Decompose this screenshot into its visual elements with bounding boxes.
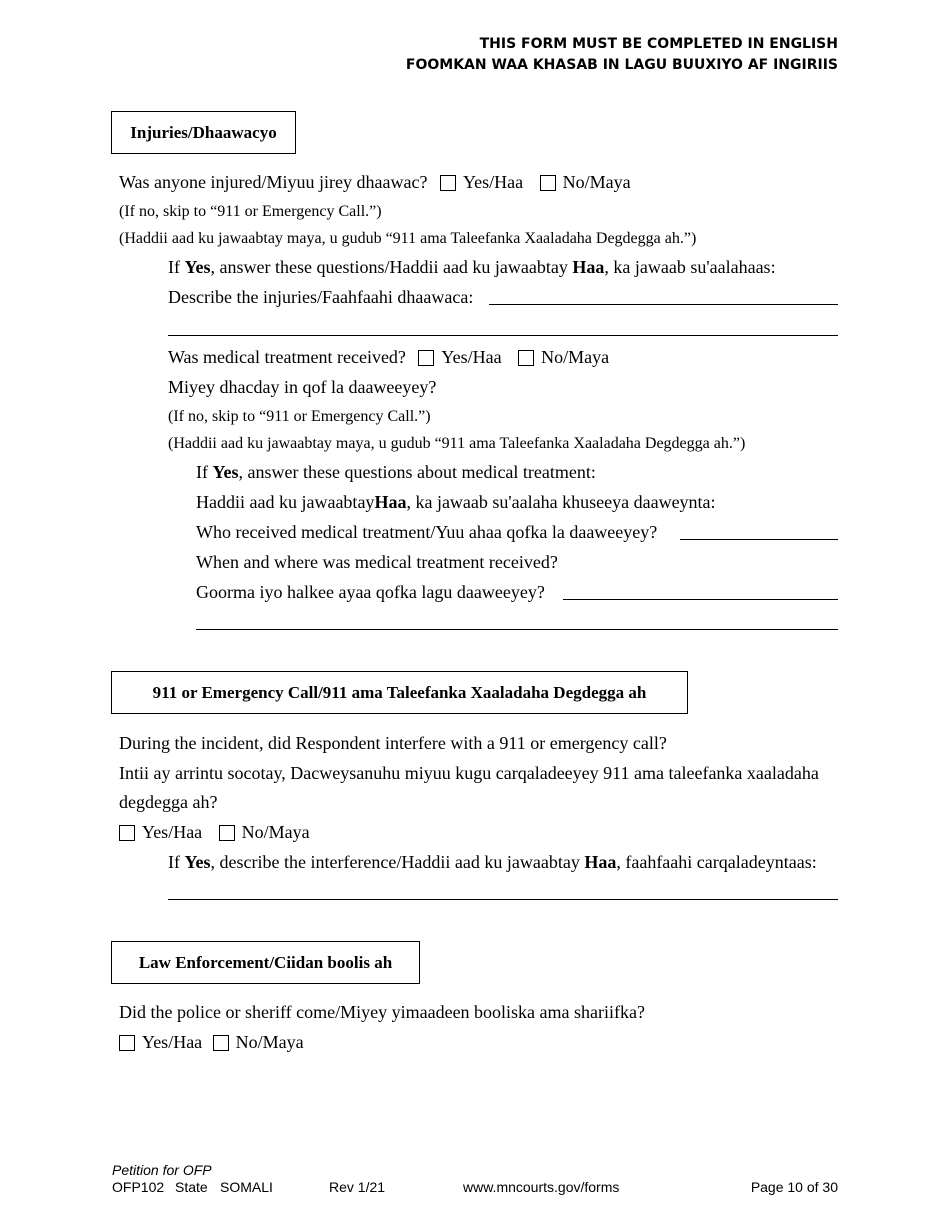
med-if-so-suffix: , ka jawaab su'aalaha khuseeya daaweynta: — [406, 492, 716, 512]
police-question: Did the police or sheriff come/Miyey yimaadeen booliska ama shariifka? — [119, 1002, 645, 1022]
when-where-field-line1[interactable] — [563, 599, 838, 600]
if-prefix: If — [168, 257, 185, 277]
medical-no-label: No/Maya — [541, 347, 610, 367]
medical-skip-note-en: (If no, skip to “911 or Emergency Call.”) — [168, 408, 431, 425]
emergency-section-title — [111, 671, 688, 714]
form-language-notice-so: FOOMKAN WAA KHASAB IN LAGU BUUXIYO AF INGIRIIS — [405, 57, 838, 73]
em-if-haa-bold: Haa — [584, 852, 617, 872]
describe-injuries-field-line1[interactable] — [489, 304, 838, 305]
injured-yes-checkbox[interactable] — [440, 175, 456, 191]
who-received-field[interactable] — [680, 539, 838, 540]
injuries-section-title — [111, 111, 296, 154]
who-received-label: Who received medical treatment/Yuu ahaa qofka la daaweeyey? — [196, 522, 658, 542]
injuries-if-yes-instruction — [168, 257, 776, 278]
footer-url: www.mncourts.gov/forms — [463, 1179, 620, 1195]
police-options-row — [119, 1032, 316, 1053]
med-if-yes-bold: Yes — [212, 462, 239, 482]
emergency-question-so-line1: Intii ay arrintu socotay, Dacweysanuhu miyuu kugu carqaladeeyey 911 ama taleefanka xaaladaha — [119, 763, 819, 783]
if-suffix: , ka jawaab su'aalahaas: — [604, 257, 776, 277]
med-if-so-bold: Haa — [374, 492, 407, 512]
med-if-so-prefix: Haddii aad ku jawaabtay — [196, 492, 375, 512]
describe-injuries-field-line2[interactable] — [168, 335, 838, 336]
medical-yes-checkbox[interactable] — [418, 350, 434, 366]
when-where-label-so: Goorma iyo halkee ayaa qofka lagu daaweeyey? — [196, 582, 545, 602]
footer-form-name: Petition for OFP — [112, 1162, 212, 1178]
describe-injuries-label: Describe the injuries/Faahfaahi dhaawaca: — [168, 287, 474, 307]
med-if-prefix: If — [196, 462, 213, 482]
emergency-options-row — [119, 822, 322, 843]
medical-if-yes-instruction-so — [196, 492, 716, 513]
footer-page-number: Page 10 of 30 — [750, 1179, 838, 1195]
law-enforcement-section-title — [111, 941, 420, 984]
injured-no-checkbox[interactable] — [540, 175, 556, 191]
em-if-yes-bold: Yes — [184, 852, 211, 872]
injured-question-row — [119, 172, 643, 193]
emergency-yes-checkbox[interactable] — [119, 825, 135, 841]
emergency-section-title-text: 911 or Emergency Call/911 ama Taleefanka Xaaladaha Degdegga ah — [152, 682, 647, 702]
emergency-question-en: During the incident, did Respondent interfere with a 911 or emergency call? — [119, 733, 667, 753]
police-no-checkbox[interactable] — [213, 1035, 229, 1051]
injuries-skip-note-so: (Haddii aad ku jawaabtay maya, u gudub “911 ama Taleefanka Xaaladaha Degdegga ah.”) — [119, 230, 697, 247]
emergency-yes-label: Yes/Haa — [142, 822, 203, 842]
injured-no-label: No/Maya — [562, 172, 631, 192]
when-where-field-line2[interactable] — [196, 629, 838, 630]
footer-language: SOMALI — [220, 1179, 273, 1195]
medical-if-yes-instruction — [196, 462, 596, 483]
medical-question-so: Miyey dhacday in qof la daaweeyey? — [168, 377, 437, 397]
em-if-prefix: If — [168, 852, 185, 872]
if-yes-bold: Yes — [184, 257, 211, 277]
if-haa-bold: Haa — [572, 257, 605, 277]
police-yes-label: Yes/Haa — [142, 1032, 203, 1052]
footer-form-code: OFP102 — [112, 1179, 165, 1195]
em-if-suffix: , faahfaahi carqaladeyntaas: — [616, 852, 817, 872]
footer-revision: Rev 1/21 — [329, 1179, 386, 1195]
emergency-if-yes-instruction — [168, 852, 817, 873]
medical-question-row — [168, 347, 621, 368]
injuries-skip-note-en: (If no, skip to “911 or Emergency Call.”) — [119, 203, 382, 220]
medical-skip-note-so: (Haddii aad ku jawaabtay maya, u gudub “911 ama Taleefanka Xaaladaha Degdegga ah.”) — [168, 435, 746, 452]
medical-yes-label: Yes/Haa — [441, 347, 502, 367]
police-no-label: No/Maya — [235, 1032, 304, 1052]
injured-yes-label: Yes/Haa — [462, 172, 524, 192]
emergency-question-so-line2: degdegga ah? — [119, 792, 218, 812]
law-section-title-text: Law Enforcement/Ciidan boolis ah — [138, 952, 393, 972]
footer-state: State — [175, 1179, 208, 1195]
interference-description-field[interactable] — [168, 899, 838, 900]
when-where-label-en: When and where was medical treatment received? — [196, 552, 558, 572]
if-mid: , answer these questions/Haddii aad ku jawaabtay — [210, 257, 573, 277]
medical-no-checkbox[interactable] — [518, 350, 534, 366]
injured-question: Was anyone injured/Miyuu jirey dhaawac? — [119, 172, 428, 192]
injuries-section-title-text: Injuries/Dhaawacyo — [130, 122, 277, 142]
form-language-notice-en: THIS FORM MUST BE COMPLETED IN ENGLISH — [479, 36, 838, 52]
emergency-no-label: No/Maya — [241, 822, 310, 842]
emergency-no-checkbox[interactable] — [219, 825, 235, 841]
em-if-mid: , describe the interference/Haddii aad ku jawaabtay — [210, 852, 585, 872]
med-if-suffix: , answer these questions about medical treatment: — [238, 462, 596, 482]
medical-question: Was medical treatment received? — [168, 347, 406, 367]
police-yes-checkbox[interactable] — [119, 1035, 135, 1051]
